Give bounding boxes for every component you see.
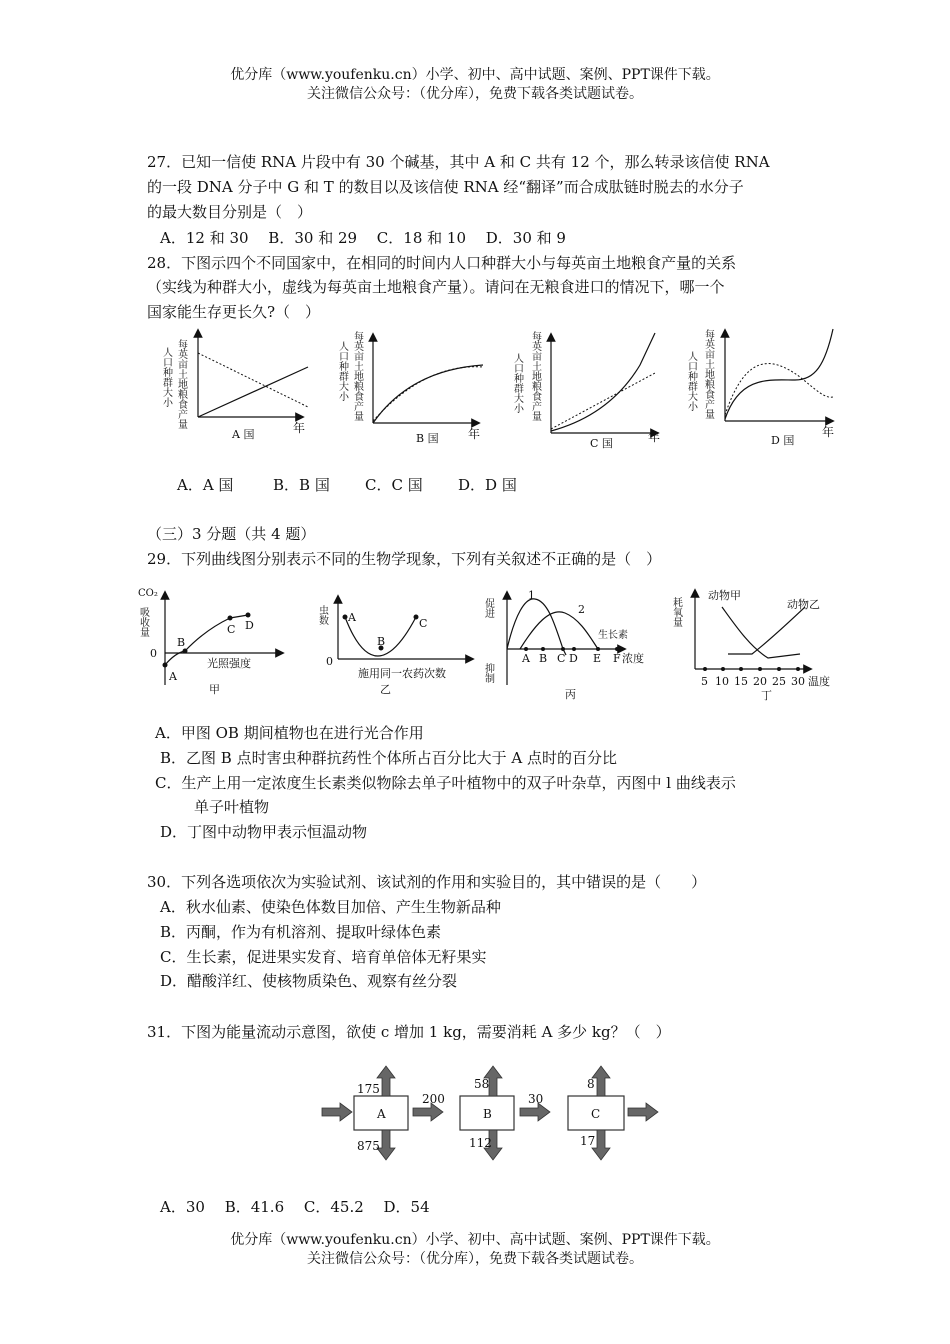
q31-stem: 31．下图为能量流动示意图，欲使 c 增加 1 kg，需要消耗 A 多少 kg？（ ）	[147, 1023, 671, 1041]
q28-option-a: A．A 国	[177, 476, 234, 494]
q27-options: A．12 和 30 B．30 和 29 C．18 和 10 D．30 和 9	[160, 229, 566, 247]
q29-stem: 29．下列曲线图分别表示不同的生物学现象，下列有关叙述不正确的是（ ）	[147, 550, 662, 568]
q27-line-1: 27．已知一信使 RNA 片段中有 30 个碱基，其中 A 和 C 共有 12 个，那么转录该信使 RNA	[147, 153, 770, 171]
bing-tick-c: C	[557, 652, 566, 665]
q31-options: A．30 B．41.6 C．45.2 D．54	[160, 1198, 430, 1216]
bing-tick-e: E	[593, 652, 602, 665]
q29-option-b: B．乙图 B 点时害虫种群抗药性个体所占百分比大于 A 点时的百分比	[160, 749, 617, 767]
chart-a-population-line	[198, 367, 308, 417]
chart-a-xlabel: 年	[293, 421, 306, 435]
energy-flow-ab: 200	[422, 1092, 445, 1106]
ding-ylabel: 耗氧量	[670, 597, 682, 627]
chart-c-population-line	[551, 333, 655, 431]
q28-line-2: （实线为种群大小，虚线为每英亩土地粮食产量）。请问在无粮食进口的情况下，哪一个	[147, 278, 725, 296]
page-footer	[0, 1231, 950, 1269]
chart-a	[161, 333, 309, 441]
chart-d-ylabel-right: 每英亩土地粮食产量	[702, 329, 714, 419]
ding-tick-10: 10	[715, 675, 729, 688]
chart-d-xlabel: 年	[822, 425, 835, 439]
chart-d	[686, 328, 835, 447]
yi-title: 乙	[380, 683, 391, 696]
page-header	[0, 66, 950, 104]
jia-point-d: D	[245, 619, 254, 632]
energy-box-b-label: B	[483, 1107, 492, 1121]
chart-jia	[138, 588, 281, 696]
chart-ding	[671, 588, 831, 702]
bing-tick-d: D	[569, 652, 578, 665]
chart-c-title: C 国	[590, 437, 613, 450]
q27-line-2: 的一段 DNA 分子中 G 和 T 的数目以及该信使 RNA 经“翻译”而合成肽链时脱去的水分子	[147, 178, 744, 196]
footer-line-2: 关注微信公众号：（优分库），免费下载各类试题试卷。	[307, 1251, 643, 1267]
q28-option-b: B．B 国	[273, 476, 330, 494]
chart-b-ylabel-left: 人口种群大小	[336, 341, 348, 401]
footer-line-1: 优分库（www.youfenku.cn）小学、初中、高中试题、案例、PPT课件下载。	[230, 1232, 720, 1248]
q30-option-b: B．丙酮，作为有机溶剂、提取叶绿体色素	[160, 923, 442, 941]
bing-tick-f: F	[613, 652, 621, 665]
ding-tick-15: 15	[734, 675, 748, 688]
ding-label-jia: 动物甲	[708, 589, 741, 602]
chart-b-population-line	[373, 365, 483, 423]
yi-zero: 0	[326, 655, 333, 668]
header-line-1: 优分库（www.youfenku.cn）小学、初中、高中试题、案例、PPT课件下载。	[230, 67, 720, 83]
q28-line-1: 28．下图示四个不同国家中，在相同的时间内人口种群大小与每英亩土地粮食产量的关系	[147, 254, 737, 272]
bing-tick-a: A	[522, 652, 530, 665]
jia-zero: 0	[150, 647, 157, 660]
chart-c-xlabel: 年	[648, 430, 661, 444]
energy-a-up: 175	[357, 1082, 380, 1096]
bing-curve-1	[507, 599, 563, 649]
chart-b-ylabel-right: 每英亩土地粮食产量	[351, 331, 363, 421]
chart-d-title: D 国	[771, 434, 795, 447]
yi-ylabel: 虫数	[316, 605, 328, 625]
jia-title: 甲	[209, 683, 220, 696]
bing-tick-b: B	[539, 652, 548, 665]
q28-option-d: D．D 国	[458, 476, 517, 494]
q30-stem: 30．下列各选项依次为实验试剂、该试剂的作用和实验目的，其中错误的是（ ）	[147, 873, 707, 891]
ding-curve-jia	[722, 607, 800, 658]
energy-c-down: 17	[580, 1134, 596, 1148]
jia-ylabel-2: 吸收量	[137, 607, 149, 637]
jia-point-a: A	[169, 670, 177, 683]
yi-xlabel: 施用同一农药次数	[358, 667, 446, 680]
chart-b-food-line	[373, 367, 483, 421]
q28-option-c: C．C 国	[365, 476, 423, 494]
bing-sublabel: 生长素	[598, 630, 628, 641]
ding-title: 丁	[761, 689, 772, 702]
chart-bing	[483, 589, 645, 701]
chart-b	[337, 330, 484, 445]
chart-b-title: B 国	[416, 432, 439, 445]
ding-tick-25: 25	[772, 675, 786, 688]
ding-tick-30: 30	[791, 675, 805, 688]
bing-xlabel: 浓度	[622, 652, 644, 665]
jia-point-c: C	[227, 623, 236, 636]
chart-c-ylabel-right: 每英亩土地粮食产量	[529, 331, 541, 421]
chart-d-food-line	[725, 364, 833, 415]
chart-c	[512, 330, 661, 450]
energy-b-down: 112	[469, 1136, 492, 1150]
q28-line-3: 国家能生存更长久?（ ）	[147, 303, 321, 321]
chart-a-ylabel-right: 每英亩土地粮食产量	[175, 339, 187, 429]
q29-option-c-line-2: 单子叶植物	[194, 798, 270, 816]
bing-curve-2	[520, 612, 598, 649]
q31-energy-flow-diagram	[0, 1058, 950, 1178]
yi-point-c: C	[419, 617, 428, 630]
bing-curve-label-1: 1	[528, 589, 535, 602]
jia-point-b: B	[177, 636, 186, 649]
bing-title: 丙	[565, 688, 576, 701]
ding-tick-20: 20	[753, 675, 767, 688]
yi-point-a: A	[348, 611, 356, 624]
energy-b-up: 58	[474, 1077, 490, 1091]
q29-charts	[0, 585, 950, 705]
bing-top-label: 促进	[482, 598, 494, 618]
q27-line-3: 的最大数目分别是（ ）	[147, 203, 313, 221]
section-heading: （三）3 分题（共 4 题）	[147, 525, 316, 543]
q30-option-c: C．生长素，促进果实发育、培育单倍体无籽果实	[160, 948, 487, 966]
chart-c-ylabel-left: 人口种群大小	[511, 353, 523, 413]
q29-option-a: A．甲图 OB 期间植物也在进行光合作用	[155, 724, 424, 742]
bing-bottom-label: 抑制	[482, 663, 494, 683]
energy-box-c-label: C	[591, 1107, 601, 1121]
jia-xlabel: 光照强度	[207, 657, 251, 670]
chart-b-xlabel: 年	[468, 427, 481, 441]
energy-box-a-label: A	[377, 1107, 386, 1121]
ding-xlabel: 温度	[808, 675, 830, 688]
energy-c-up: 8	[587, 1077, 595, 1091]
q28-charts	[0, 325, 950, 465]
q29-option-d: D．丁图中动物甲表示恒温动物	[160, 823, 368, 841]
chart-yi	[317, 599, 471, 696]
bing-curve-label-2: 2	[578, 603, 585, 616]
chart-a-ylabel-left: 人口种群大小	[160, 347, 172, 407]
q30-option-a: A．秋水仙素、使染色体数目加倍、产生生物新品种	[160, 898, 501, 916]
jia-ylabel: CO₂	[138, 588, 158, 599]
chart-c-food-line	[551, 373, 655, 429]
q29-option-c-line-1: C．生产上用一定浓度生长素类似物除去单子叶植物中的双子叶杂草，丙图中 l 曲线表示	[155, 774, 736, 792]
yi-point-b: B	[377, 635, 386, 648]
chart-d-population-line	[725, 329, 833, 419]
chart-a-food-line	[198, 353, 308, 407]
energy-flow-bc: 30	[528, 1092, 544, 1106]
chart-d-ylabel-left: 人口种群大小	[685, 351, 697, 411]
ding-tick-5: 5	[701, 675, 708, 688]
q30-option-d: D．醋酸洋红、使核物质染色、观察有丝分裂	[160, 972, 458, 990]
energy-a-down: 875	[357, 1139, 380, 1153]
ding-label-yi: 动物乙	[787, 598, 820, 611]
chart-a-title: A 国	[232, 428, 255, 441]
header-line-2: 关注微信公众号：（优分库），免费下载各类试题试卷。	[307, 86, 643, 102]
